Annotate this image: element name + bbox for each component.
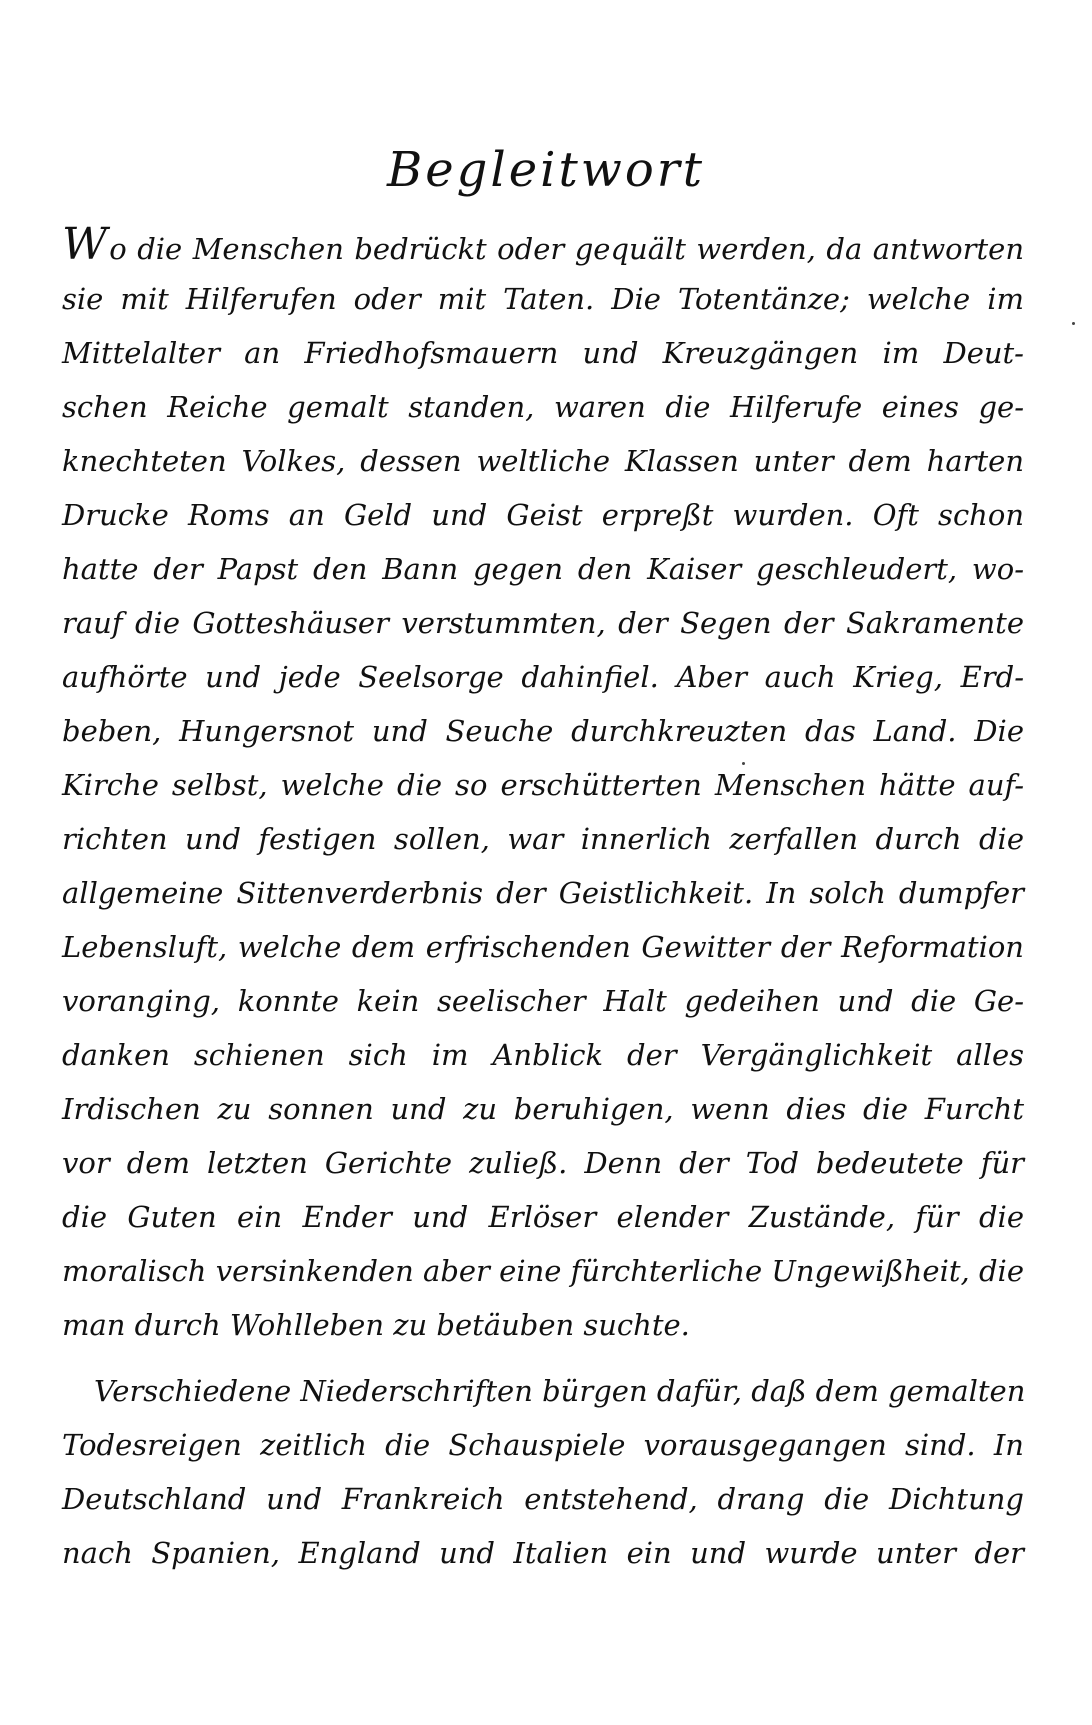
text-line: nach Spanien, England und Italien ein und wurde unter der [62,1536,1024,1570]
text-line: moralisch versinkenden aber eine fürchterliche Ungewißheit, die [62,1254,1024,1288]
line-text: o die Menschen bedrückt oder gequält werden, da antworten [109,232,1024,266]
paragraph-1 [62,218,1024,1352]
text-line: die Guten ein Ender und Erlöser elender Zustände, für die [62,1200,1024,1234]
text-line: Drucke Roms an Geld und Geist erpreßt wurden. Oft schon [62,498,1024,532]
text-line: voranging, konnte kein seelischer Halt gedeihen und die Ge- [62,984,1024,1018]
text-line: sie mit Hilferufen oder mit Taten. Die Totentänze; welche im [62,282,1024,316]
text-line [62,218,1024,272]
text-line: danken schienen sich im Anblick der Vergänglichkeit alles [62,1038,1024,1072]
print-speck [1072,322,1075,325]
text-line: beben, Hungersnot und Seuche durchkreuzten das Land. Die [62,714,1024,748]
text-line: richten und festigen sollen, war innerlich zerfallen durch die [62,822,1024,856]
paragraph-gap [62,1352,1024,1364]
drop-cap: W [62,219,108,270]
text-line: allgemeine Sittenverderbnis der Geistlichkeit. In solch dumpfer [62,876,1024,910]
text-line: Lebensluft, welche dem erfrischenden Gewitter der Reformation [62,930,1024,964]
text-line: rauf die Gotteshäuser verstummten, der Segen der Sakramente [62,606,1024,640]
print-speck [742,762,745,765]
page-title: Begleitwort [386,142,706,198]
text-line: schen Reiche gemalt standen, waren die Hilferufe eines ge- [62,390,1024,424]
text-line: hatte der Papst den Bann gegen den Kaiser geschleudert, wo- [62,552,1024,586]
text-line: aufhörte und jede Seelsorge dahinfiel. Aber auch Krieg, Erd- [62,660,1024,694]
text-line: Mittelalter an Friedhofsmauern und Kreuzgängen im Deut- [62,336,1024,370]
text-line: Verschiedene Niederschriften bürgen dafür, daß dem gemalten [94,1374,1026,1408]
text-line: Kirche selbst, welche die so erschütterten Menschen hätte auf- [62,768,1024,802]
text-line: man durch Wohlleben zu betäuben suchte. [62,1308,690,1342]
text-line: Deutschland und Frankreich entstehend, drang die Dichtung [62,1482,1024,1516]
body-text [62,218,1024,1580]
text-line: Irdischen zu sonnen und zu beruhigen, wenn dies die Furcht [62,1092,1024,1126]
text-line: vor dem letzten Gerichte zuließ. Denn der Tod bedeutete für [62,1146,1024,1180]
text-line: knechteten Volkes, dessen weltliche Klassen unter dem harten [62,444,1024,478]
text-line: Todesreigen zeitlich die Schauspiele vorausgegangen sind. In [62,1428,1024,1462]
paragraph-2 [62,1364,1024,1580]
